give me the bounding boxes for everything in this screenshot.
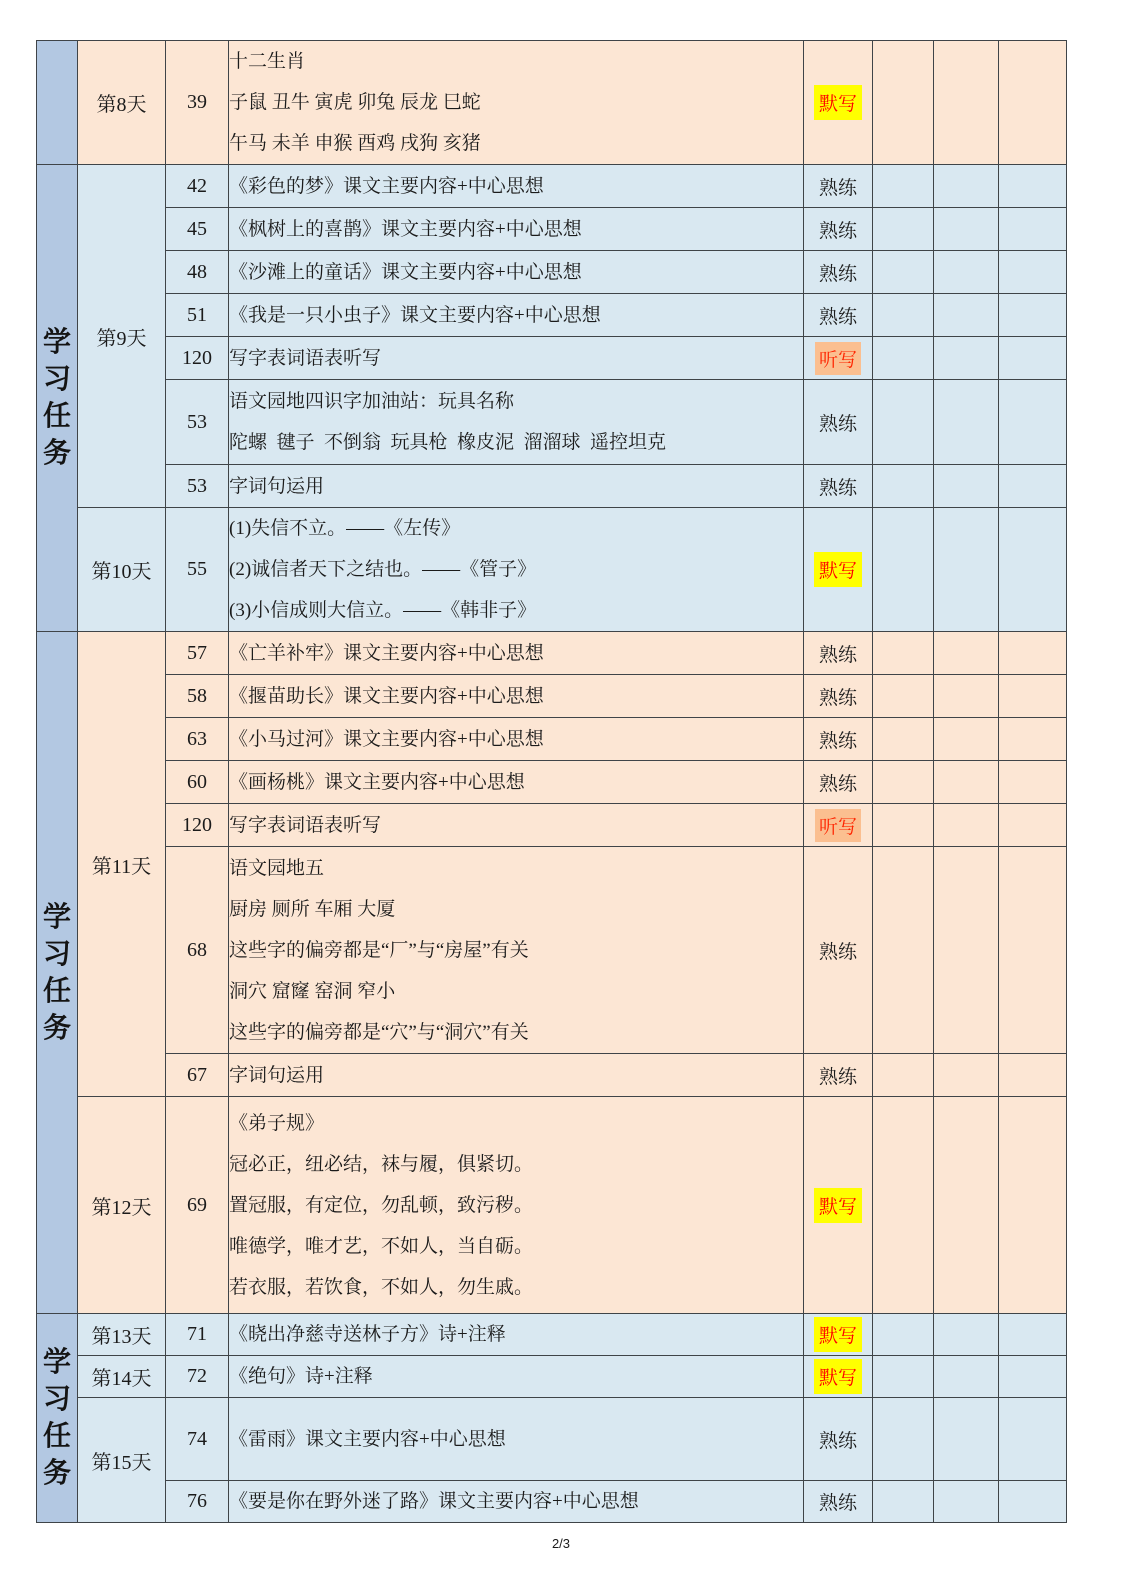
empty-check-cell bbox=[934, 1314, 999, 1356]
task-type-cell bbox=[804, 1356, 873, 1398]
table-row bbox=[37, 1481, 1067, 1523]
task-content-line: 唯德学，唯才艺，不如人，当自砺。 bbox=[229, 1235, 534, 1257]
task-content-cell bbox=[229, 718, 804, 761]
table-row bbox=[37, 847, 1067, 1054]
task-content-cell bbox=[229, 1097, 804, 1314]
task-type-badge: 熟练 bbox=[818, 413, 857, 435]
task-type-badge: 熟练 bbox=[818, 1430, 857, 1452]
empty-check-cell bbox=[873, 508, 934, 632]
task-content-cell bbox=[229, 1481, 804, 1523]
table-row bbox=[37, 251, 1067, 294]
side-label-char: 习 bbox=[42, 1384, 71, 1415]
empty-check-cell bbox=[934, 208, 999, 251]
empty-check-cell bbox=[934, 380, 999, 465]
page-number-cell: 51 bbox=[166, 294, 229, 337]
page-number-cell: 74 bbox=[166, 1398, 229, 1481]
task-type-badge: 默写 bbox=[814, 1317, 862, 1352]
task-content-cell bbox=[229, 337, 804, 380]
task-content-cell bbox=[229, 761, 804, 804]
empty-check-cell bbox=[873, 718, 934, 761]
empty-check-cell bbox=[999, 1314, 1067, 1356]
task-type-badge: 默写 bbox=[814, 1188, 862, 1223]
task-type-cell bbox=[804, 251, 873, 294]
side-label-char: 务 bbox=[42, 1458, 71, 1489]
empty-check-cell bbox=[934, 508, 999, 632]
task-type-cell bbox=[804, 208, 873, 251]
side-section-label bbox=[37, 1314, 78, 1523]
day-label: 第8天 bbox=[78, 41, 166, 165]
page-number-cell: 71 bbox=[166, 1314, 229, 1356]
task-type-cell bbox=[804, 718, 873, 761]
task-type-cell bbox=[804, 632, 873, 675]
day-label: 第14天 bbox=[78, 1356, 166, 1398]
task-type-cell bbox=[804, 465, 873, 508]
task-content-line: 若衣服，若饮食，不如人，勿生戚。 bbox=[229, 1276, 534, 1298]
empty-check-cell bbox=[999, 41, 1067, 165]
task-type-cell bbox=[804, 337, 873, 380]
task-content-line: 陀螺 毽子 不倒翁 玩具枪 橡皮泥 溜溜球 遥控坦克 bbox=[229, 432, 667, 453]
side-label-char: 务 bbox=[42, 438, 71, 469]
day-label: 第13天 bbox=[78, 1314, 166, 1356]
empty-check-cell bbox=[999, 632, 1067, 675]
side-label-char: 任 bbox=[42, 1421, 71, 1452]
empty-check-cell bbox=[934, 632, 999, 675]
day-label: 第12天 bbox=[78, 1097, 166, 1314]
task-type-cell bbox=[804, 847, 873, 1054]
table-row bbox=[37, 1054, 1067, 1097]
page-number-cell: 48 bbox=[166, 251, 229, 294]
task-content-cell bbox=[229, 675, 804, 718]
task-content-line: 《我是一只小虫子》课文主要内容+中心思想 bbox=[229, 304, 601, 326]
table-row bbox=[37, 1314, 1067, 1356]
task-content-line: 写字表词语表听写 bbox=[229, 347, 382, 369]
task-content-line: 《沙滩上的童话》课文主要内容+中心思想 bbox=[229, 261, 582, 283]
task-content-line: (1)失信不立。——《左传》 bbox=[229, 518, 461, 539]
empty-check-cell bbox=[873, 804, 934, 847]
empty-check-cell bbox=[934, 1356, 999, 1398]
page-number-cell: 58 bbox=[166, 675, 229, 718]
empty-check-cell bbox=[934, 251, 999, 294]
empty-check-cell bbox=[934, 761, 999, 804]
empty-check-cell bbox=[999, 1356, 1067, 1398]
side-label-char: 学 bbox=[42, 327, 71, 358]
task-type-badge: 熟练 bbox=[818, 306, 857, 328]
empty-check-cell bbox=[934, 847, 999, 1054]
task-content-line: 《弟子规》 bbox=[229, 1112, 325, 1134]
task-content-line: 洞穴 窟窿 窑洞 窄小 bbox=[229, 980, 396, 1002]
task-content-cell bbox=[229, 1398, 804, 1481]
day-label: 第9天 bbox=[78, 165, 166, 508]
task-content-line: 语文园地四识字加油站：玩具名称 bbox=[229, 391, 515, 412]
empty-check-cell bbox=[873, 1481, 934, 1523]
empty-check-cell bbox=[873, 847, 934, 1054]
task-type-cell bbox=[804, 1054, 873, 1097]
task-content-cell bbox=[229, 508, 804, 632]
day-label: 第10天 bbox=[78, 508, 166, 632]
task-type-badge: 熟练 bbox=[818, 773, 857, 795]
empty-check-cell bbox=[873, 165, 934, 208]
empty-check-cell bbox=[934, 804, 999, 847]
task-content-cell bbox=[229, 1356, 804, 1398]
task-type-cell bbox=[804, 380, 873, 465]
task-content-line: 《小马过河》课文主要内容+中心思想 bbox=[229, 728, 544, 750]
task-content-cell bbox=[229, 1314, 804, 1356]
empty-check-cell bbox=[873, 337, 934, 380]
table-row bbox=[37, 718, 1067, 761]
task-content-line: 《揠苗助长》课文主要内容+中心思想 bbox=[229, 685, 544, 707]
task-type-cell bbox=[804, 508, 873, 632]
task-type-badge: 默写 bbox=[814, 85, 862, 120]
empty-check-cell bbox=[934, 1097, 999, 1314]
empty-check-cell bbox=[873, 1398, 934, 1481]
empty-check-cell bbox=[873, 1054, 934, 1097]
task-content-line: 《枫树上的喜鹊》课文主要内容+中心思想 bbox=[229, 218, 582, 240]
empty-check-cell bbox=[873, 465, 934, 508]
page-number-cell: 53 bbox=[166, 465, 229, 508]
table-row bbox=[37, 1356, 1067, 1398]
side-label-char: 习 bbox=[42, 364, 71, 395]
task-content-line: 子鼠 丑牛 寅虎 卯兔 辰龙 巳蛇 bbox=[229, 92, 481, 113]
empty-check-cell bbox=[999, 1398, 1067, 1481]
plan-table-body bbox=[37, 41, 1067, 1523]
empty-check-cell bbox=[873, 1356, 934, 1398]
table-row bbox=[37, 1398, 1067, 1481]
empty-check-cell bbox=[873, 1314, 934, 1356]
task-type-badge: 熟练 bbox=[818, 730, 857, 752]
task-content-cell bbox=[229, 465, 804, 508]
empty-check-cell bbox=[934, 337, 999, 380]
task-content-line: 字词句运用 bbox=[229, 1064, 325, 1086]
task-content-line: 置冠服，有定位，勿乱顿，致污秽。 bbox=[229, 1194, 534, 1216]
table-row bbox=[37, 41, 1067, 165]
empty-check-cell bbox=[999, 337, 1067, 380]
task-content-line: 《画杨桃》课文主要内容+中心思想 bbox=[229, 771, 525, 793]
day-label: 第15天 bbox=[78, 1398, 166, 1523]
task-content-cell bbox=[229, 380, 804, 465]
table-row bbox=[37, 337, 1067, 380]
task-content-line: 厨房 厕所 车厢 大厦 bbox=[229, 898, 396, 920]
empty-check-cell bbox=[999, 294, 1067, 337]
side-label-char: 务 bbox=[42, 1012, 71, 1044]
task-type-badge: 熟练 bbox=[818, 687, 857, 709]
empty-check-cell bbox=[999, 380, 1067, 465]
task-content-line: 午马 未羊 申猴 酉鸡 戌狗 亥猪 bbox=[229, 133, 481, 154]
task-content-line: 《亡羊补牢》课文主要内容+中心思想 bbox=[229, 642, 544, 664]
empty-check-cell bbox=[873, 761, 934, 804]
task-content-line: 冠必正，纽必结，袜与履，俱紧切。 bbox=[229, 1153, 534, 1175]
empty-check-cell bbox=[999, 165, 1067, 208]
task-type-badge: 听写 bbox=[815, 342, 861, 375]
table-row bbox=[37, 508, 1067, 632]
task-type-badge: 熟练 bbox=[818, 1493, 857, 1514]
empty-check-cell bbox=[934, 1054, 999, 1097]
empty-check-cell bbox=[934, 718, 999, 761]
page-number-cell: 72 bbox=[166, 1356, 229, 1398]
task-type-cell bbox=[804, 1398, 873, 1481]
side-label-char: 学 bbox=[42, 901, 71, 933]
empty-check-cell bbox=[999, 465, 1067, 508]
empty-check-cell bbox=[999, 208, 1067, 251]
empty-check-cell bbox=[999, 508, 1067, 632]
task-type-cell bbox=[804, 1097, 873, 1314]
empty-check-cell bbox=[999, 675, 1067, 718]
empty-check-cell bbox=[999, 1054, 1067, 1097]
empty-check-cell bbox=[999, 804, 1067, 847]
task-content-line: 《要是你在野外迷了路》课文主要内容+中心思想 bbox=[229, 1491, 639, 1512]
page-number-cell: 63 bbox=[166, 718, 229, 761]
empty-check-cell bbox=[999, 1097, 1067, 1314]
table-row bbox=[37, 208, 1067, 251]
page-number-cell: 45 bbox=[166, 208, 229, 251]
empty-check-cell bbox=[934, 165, 999, 208]
table-row bbox=[37, 465, 1067, 508]
page-number-footer: 2/3 bbox=[551, 1536, 571, 1551]
page-number-cell: 39 bbox=[166, 41, 229, 165]
task-type-cell bbox=[804, 1314, 873, 1356]
task-type-cell bbox=[804, 761, 873, 804]
task-type-badge: 听写 bbox=[815, 809, 861, 842]
task-content-line: 写字表词语表听写 bbox=[229, 814, 382, 836]
empty-check-cell bbox=[873, 41, 934, 165]
task-content-line: 《彩色的梦》课文主要内容+中心思想 bbox=[229, 175, 544, 197]
empty-check-cell bbox=[934, 1398, 999, 1481]
empty-check-cell bbox=[873, 380, 934, 465]
table-row bbox=[37, 675, 1067, 718]
table-row bbox=[37, 165, 1067, 208]
empty-check-cell bbox=[934, 675, 999, 718]
task-type-cell bbox=[804, 294, 873, 337]
page-number-cell: 69 bbox=[166, 1097, 229, 1314]
side-label-char: 任 bbox=[42, 401, 71, 432]
task-type-badge: 熟练 bbox=[818, 177, 857, 199]
day-label: 第11天 bbox=[78, 632, 166, 1097]
task-content-line: 《绝句》诗+注释 bbox=[229, 1366, 373, 1387]
task-content-cell bbox=[229, 1054, 804, 1097]
task-type-badge: 熟练 bbox=[818, 477, 857, 499]
task-content-cell bbox=[229, 251, 804, 294]
task-content-line: 字词句运用 bbox=[229, 475, 325, 497]
table-row bbox=[37, 294, 1067, 337]
page-number-cell: 67 bbox=[166, 1054, 229, 1097]
empty-check-cell bbox=[873, 251, 934, 294]
page-number-cell: 57 bbox=[166, 632, 229, 675]
side-section-label bbox=[37, 632, 78, 1314]
empty-check-cell bbox=[999, 1481, 1067, 1523]
task-type-badge: 默写 bbox=[814, 1359, 862, 1394]
page-number-cell: 60 bbox=[166, 761, 229, 804]
empty-check-cell bbox=[873, 294, 934, 337]
empty-check-cell bbox=[934, 41, 999, 165]
page-number-cell: 76 bbox=[166, 1481, 229, 1523]
empty-check-cell bbox=[873, 208, 934, 251]
table-row bbox=[37, 632, 1067, 675]
task-content-line: 这些字的偏旁都是“穴”与“洞穴”有关 bbox=[229, 1021, 529, 1043]
page-number-cell: 53 bbox=[166, 380, 229, 465]
empty-check-cell bbox=[999, 847, 1067, 1054]
task-type-badge: 熟练 bbox=[818, 220, 857, 242]
empty-check-cell bbox=[934, 294, 999, 337]
side-label-char: 习 bbox=[42, 938, 71, 970]
empty-check-cell bbox=[934, 1481, 999, 1523]
task-content-line: 语文园地五 bbox=[229, 857, 325, 879]
empty-check-cell bbox=[999, 251, 1067, 294]
side-section-label bbox=[37, 165, 78, 632]
task-content-line: 这些字的偏旁都是“厂”与“房屋”有关 bbox=[229, 939, 529, 961]
task-type-badge: 熟练 bbox=[818, 1066, 857, 1088]
task-type-badge: 熟练 bbox=[818, 263, 857, 285]
page-number-cell: 120 bbox=[166, 337, 229, 380]
page-number-cell: 42 bbox=[166, 165, 229, 208]
empty-check-cell bbox=[873, 675, 934, 718]
study-plan-table bbox=[36, 40, 1067, 1523]
task-content-line: (3)小信成则大信立。——《韩非子》 bbox=[229, 600, 537, 621]
empty-check-cell bbox=[999, 761, 1067, 804]
task-type-badge: 熟练 bbox=[818, 941, 857, 963]
task-content-line: 《雷雨》课文主要内容+中心思想 bbox=[229, 1428, 506, 1450]
task-content-line: 《晓出净慈寺送林子方》诗+注释 bbox=[229, 1324, 506, 1345]
task-content-cell bbox=[229, 165, 804, 208]
empty-check-cell bbox=[934, 465, 999, 508]
empty-check-cell bbox=[999, 718, 1067, 761]
empty-check-cell bbox=[873, 632, 934, 675]
task-type-cell bbox=[804, 41, 873, 165]
page-number-cell: 68 bbox=[166, 847, 229, 1054]
task-type-cell bbox=[804, 1481, 873, 1523]
task-type-cell bbox=[804, 165, 873, 208]
page-number-cell: 55 bbox=[166, 508, 229, 632]
table-row bbox=[37, 761, 1067, 804]
task-type-cell bbox=[804, 804, 873, 847]
task-content-cell bbox=[229, 294, 804, 337]
side-section-spacer bbox=[37, 41, 78, 165]
task-content-line: 十二生肖 bbox=[229, 51, 306, 72]
page-number-cell: 120 bbox=[166, 804, 229, 847]
task-type-badge: 熟练 bbox=[818, 644, 857, 666]
task-content-cell bbox=[229, 847, 804, 1054]
side-label-char: 学 bbox=[42, 1347, 71, 1378]
table-row bbox=[37, 1097, 1067, 1314]
task-content-cell bbox=[229, 208, 804, 251]
task-type-cell bbox=[804, 675, 873, 718]
task-content-cell bbox=[229, 632, 804, 675]
task-type-badge: 默写 bbox=[814, 552, 862, 587]
task-content-cell bbox=[229, 804, 804, 847]
study-plan-table-wrap bbox=[36, 40, 1067, 1523]
table-row bbox=[37, 804, 1067, 847]
task-content-cell bbox=[229, 41, 804, 165]
task-content-line: (2)诚信者天下之结也。——《管子》 bbox=[229, 559, 537, 580]
side-label-char: 任 bbox=[42, 975, 71, 1007]
empty-check-cell bbox=[873, 1097, 934, 1314]
table-row bbox=[37, 380, 1067, 465]
